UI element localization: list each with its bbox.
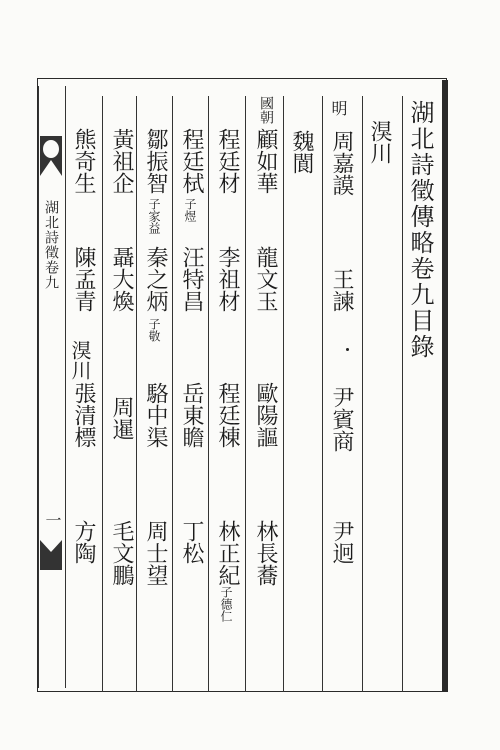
dynasty-label: 國朝 [258, 96, 274, 124]
person-entry: 岳東瞻 [179, 382, 204, 448]
person-entry: 顧如華 [253, 128, 278, 194]
column-rule [283, 96, 284, 692]
family-note: 子敬 [147, 318, 161, 342]
person-entry: 李祖材 [215, 246, 240, 312]
person-entry: 周嘉謨 [329, 130, 354, 196]
banxin-region: 湨川 [68, 340, 92, 380]
person-entry: 周暹 [109, 396, 134, 440]
page-title: 湖北詩徵傳略卷九目錄 [406, 100, 434, 360]
column-rule [362, 96, 363, 692]
banxin-margin [38, 86, 66, 688]
person-entry: 毛文鵬 [109, 520, 134, 586]
column-rule [245, 96, 246, 692]
person-entry: 駱中渠 [143, 382, 168, 448]
person-entry: 黃祖企 [109, 128, 134, 194]
page-border-right-edge [442, 80, 448, 692]
person-entry: 丁松 [179, 520, 204, 564]
person-entry: 魏閬 [289, 130, 314, 174]
column-rule [208, 96, 209, 692]
person-entry: 尹賓商 [329, 386, 354, 452]
person-entry: 鄒振智 [143, 128, 168, 194]
person-entry: 程廷棟 [215, 382, 240, 448]
person-entry: 聶大煥 [109, 246, 134, 312]
person-entry: 張清標 [71, 382, 96, 448]
person-entry: 程廷材 [215, 128, 240, 194]
person-entry: 陳孟青 [71, 246, 96, 312]
column-rule [172, 96, 173, 692]
family-note: 子德仁 [219, 586, 233, 622]
person-entry: 林長蕎 [253, 520, 278, 586]
person-entry: 熊奇生 [71, 128, 96, 194]
person-entry: 王諫 [329, 268, 354, 312]
column-rule [102, 96, 103, 692]
person-entry: 林正紀 [215, 520, 240, 586]
family-note: 子煜 [183, 198, 197, 222]
person-entry: 秦之炳 [143, 246, 168, 312]
person-entry: 方陶 [71, 520, 96, 564]
region-heading: 湨川 [367, 120, 392, 164]
family-note: 子家益 [147, 198, 161, 234]
column-rule [136, 96, 137, 692]
person-entry: 程廷栻 [179, 128, 204, 194]
dynasty-label: 明 [329, 100, 348, 116]
banxin-title: 湖北詩徵卷九 [43, 200, 59, 290]
person-entry: 龍文玉 [253, 246, 278, 312]
separator-dot [346, 348, 349, 351]
column-rule [322, 96, 323, 692]
person-entry: 尹迥 [329, 520, 354, 564]
person-entry: 歐陽謳 [253, 382, 278, 448]
person-entry: 周士望 [143, 520, 168, 586]
banxin-page-number: 一 [43, 512, 62, 528]
person-entry: 汪特昌 [179, 246, 204, 312]
page-border [37, 78, 447, 692]
column-rule [402, 96, 403, 692]
